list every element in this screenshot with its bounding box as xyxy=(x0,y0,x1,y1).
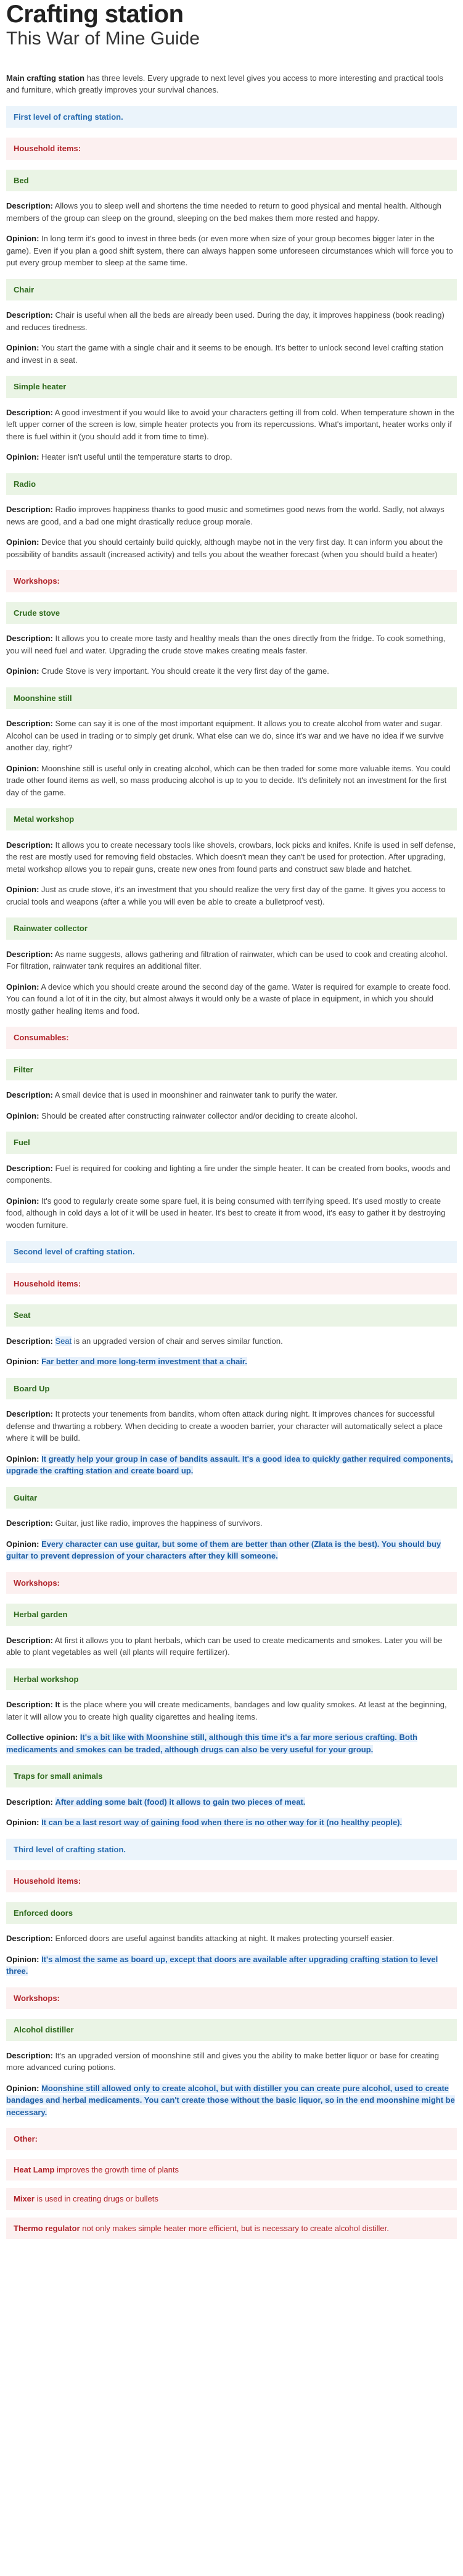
item-radio-heading: Radio xyxy=(6,473,457,495)
opinion-label: Opinion: xyxy=(6,234,39,243)
rainwater-description xyxy=(6,948,457,972)
doors-description-text: Enforced doors are useful against bandits attacking at night. It makes protecting yourself easier. xyxy=(52,1934,395,1943)
description-label: Description: xyxy=(6,1700,53,1709)
moonshine-description-text: Some can say it is one of the most important equipment. It allows you to create alcohol from water and sugar. Alcohol can be used in trading or to simply get drunk. What else can we do, since it's war and we have no idea if we survive another day, right? xyxy=(6,719,444,752)
stove-description-text: It allows you to create more tasty and healthy meals than the ones directly from the fridge. To cook something, you will need fuel and water. Upgrading the crude stove makes creating meals faster. xyxy=(6,634,446,655)
description-label: Description: xyxy=(6,1518,53,1528)
filter-opinion-text: Should be created after constructing rainwater collector and/or deciding to create alcohol. xyxy=(39,1111,358,1120)
level3-workshops-heading: Workshops: xyxy=(6,1987,457,2010)
item-bed-heading: Bed xyxy=(6,170,457,192)
opinion-label: Opinion: xyxy=(6,1111,39,1120)
item-traps-heading: Traps for small animals xyxy=(6,1765,457,1787)
filter-description xyxy=(6,1089,457,1101)
description-label: Description: xyxy=(6,719,53,728)
seat-description xyxy=(6,1335,457,1348)
heater-description-text: A good investment if you would like to avoid your characters getting ill from cold. When temperature shown in the left upper corner of the screen is low, simple heater protects you from its repercussions. What's important, heater works only if there is fuel within it (you should add it from time to time). xyxy=(6,407,454,441)
other-thermo xyxy=(6,2218,457,2240)
thermo-lead: Thermo regulator xyxy=(14,2223,80,2233)
moonshine-opinion-text: Moonshine still is useful only in creating alcohol, which can be then traded for some more valuable items. You could trade other found items as well, so mass producing alcohol is up to you to decide. It's definitely not an investment for the first day of the game. xyxy=(6,763,451,797)
opinion-label: Opinion: xyxy=(6,537,39,547)
description-label: Description: xyxy=(6,2050,53,2060)
heater-opinion xyxy=(6,451,457,463)
item-rainwater-heading: Rainwater collector xyxy=(6,917,457,940)
description-label: Description: xyxy=(6,201,53,210)
item-stove-heading: Crude stove xyxy=(6,602,457,624)
description-label: Description: xyxy=(6,310,53,320)
other-heatlamp xyxy=(6,2159,457,2181)
item-boardup-heading: Board Up xyxy=(6,1378,457,1400)
traps-opinion-text: It can be a last resort way of gaining food when there is no other way for it (no healthy people). xyxy=(41,1818,403,1827)
description-label: Description: xyxy=(6,1635,53,1645)
herbal-opinion-text: It's a bit like with Moonshine still, although this time it's a far more serious crafting. Both medicaments and smokes can be traded, although drugs can also be very useful for your group. xyxy=(6,1733,418,1754)
metal-description xyxy=(6,839,457,876)
moonshine-description xyxy=(6,718,457,754)
description-label: Description: xyxy=(6,505,53,514)
description-label: Description: xyxy=(6,1336,53,1346)
heater-description xyxy=(6,407,457,443)
seat-opinion xyxy=(6,1356,457,1368)
bed-description-text: Allows you to sleep well and shortens the time needed to return to good physical and mental health. Although members of the group can sleep on the ground, sleeping on the bed makes them more rested and happy. xyxy=(6,201,442,223)
opinion-label: Opinion: xyxy=(6,982,39,992)
doors-opinion-text: It's almost the same as board up, except that doors are available after upgrading crafting station to level three. xyxy=(6,1954,438,1976)
boardup-description-text: It protects your tenements from bandits, whom often attack during night. It improves chances for successful defense and thwarting a robbery. When deciding to create a wooden barrier, your character will automatically select a place where it will be build. xyxy=(6,1409,443,1443)
item-seat-heading: Seat xyxy=(6,1304,457,1327)
herbal-description xyxy=(6,1699,457,1723)
item-filter-heading: Filter xyxy=(6,1059,457,1081)
opinion-label: Opinion: xyxy=(6,885,39,894)
fuel-opinion xyxy=(6,1195,457,1232)
mixer-rest: is used in creating drugs or bullets xyxy=(34,2194,158,2203)
boardup-opinion xyxy=(6,1453,457,1477)
mixer-lead: Mixer xyxy=(14,2194,35,2203)
traps-opinion xyxy=(6,1816,457,1829)
opinion-label: Opinion: xyxy=(6,1954,39,1964)
description-label: Description: xyxy=(6,840,53,850)
guitar-opinion xyxy=(6,1538,457,1562)
seat-opinion-text: Far better and more long-term investment that a chair. xyxy=(41,1357,247,1366)
level2-workshops-heading: Workshops: xyxy=(6,1572,457,1594)
herbal-description-text: is the place where you will create medicaments, bandages and low quality smokes. At least at the beginning, later it will allow you to create high quality cigarettes and healing items. xyxy=(6,1700,447,1721)
collective-opinion-label: Collective opinion: xyxy=(6,1733,78,1742)
description-label: Description: xyxy=(6,1163,53,1173)
item-doors-heading: Enforced doors xyxy=(6,1902,457,1924)
description-label: Description: xyxy=(6,1797,53,1807)
heatlamp-lead: Heat Lamp xyxy=(14,2164,55,2174)
rainwater-description-text: As name suggests, allows gathering and filtration of rainwater, which can be used to cook and creating alcohol. For filtration, rainwater tank requires an additional filter. xyxy=(6,949,448,971)
item-moonshine-heading: Moonshine still xyxy=(6,687,457,710)
opinion-label: Opinion: xyxy=(6,763,39,773)
chair-opinion-text: You start the game with a single chair and it seems to be enough. It's better to unlock second level crafting station and invest in a seat. xyxy=(6,343,444,365)
intro-lead: Main crafting station xyxy=(6,73,85,83)
distiller-opinion-text: Moonshine still allowed only to create alcohol, but with distiller you can create pure alcohol, used to create bandages and herbal medicaments. You can't create those without the basic liquor, so in the end moonshine might be necessary. xyxy=(6,2083,455,2117)
item-chair-heading: Chair xyxy=(6,279,457,301)
herbal-it-word: It xyxy=(52,1700,60,1709)
item-heater-heading: Simple heater xyxy=(6,376,457,398)
metal-description-text: It allows you to create necessary tools like shovels, crowbars, lock picks and knifes. Knife is used in self defense, the rest are mostly used for removing field obstacles. Which doesn't mean they can't be used for protection. After upgrading, metal workshop allows you to repair guns, create new ones from found parts and construct saw blade and hatchet. xyxy=(6,840,456,874)
level2-household-heading: Household items: xyxy=(6,1273,457,1295)
opinion-label: Opinion: xyxy=(6,2083,39,2093)
filter-description-text: A small device that is used in moonshiner and rainwater tank to purify the water. xyxy=(52,1090,338,1100)
description-label: Description: xyxy=(6,1934,53,1943)
item-garden-heading: Herbal garden xyxy=(6,1604,457,1626)
metal-opinion xyxy=(6,884,457,908)
distiller-opinion xyxy=(6,2082,457,2119)
page-subtitle: This War of Mine Guide xyxy=(6,28,200,49)
rainwater-opinion-text: A device which you should create around the second day of the game. Water is required for example to create food. You can found a lot of it in the city, but almost always it would only be a waste of place in equipment, in which you should mostly gather healing items and food. xyxy=(6,982,451,1016)
distiller-description xyxy=(6,2050,457,2074)
level1-workshops-heading: Workshops: xyxy=(6,570,457,592)
doors-opinion xyxy=(6,1953,457,1978)
opinion-label: Opinion: xyxy=(6,1357,39,1366)
level3-household-heading: Household items: xyxy=(6,1870,457,1892)
item-fuel-heading: Fuel xyxy=(6,1132,457,1154)
item-metal-heading: Metal workshop xyxy=(6,808,457,830)
stove-opinion-text: Crude Stove is very important. You should create it the very first day of the game. xyxy=(39,666,329,676)
opinion-label: Opinion: xyxy=(6,1196,39,1206)
level3-other-heading: Other: xyxy=(6,2128,457,2150)
moonshine-opinion xyxy=(6,763,457,799)
level3-heading: Third level of crafting station. xyxy=(6,1839,457,1861)
opinion-label: Opinion: xyxy=(6,666,39,676)
boardup-opinion-text: It greatly help your group in case of bandits assault. It's a good idea to quickly gather required components, upgrade the crafting station and create board up. xyxy=(6,1454,453,1475)
description-label: Description: xyxy=(6,407,53,417)
chair-description xyxy=(6,309,457,333)
other-mixer xyxy=(6,2188,457,2210)
fuel-description xyxy=(6,1162,457,1187)
opinion-label: Opinion: xyxy=(6,1818,39,1827)
stove-description xyxy=(6,632,457,656)
radio-opinion-text: Device that you should certainly build quickly, although maybe not in the very first day. It can inform you about the possibility of bandits assault (increased activity) and tells you about the weather forecast (when you should build a heater) xyxy=(6,537,443,559)
traps-description xyxy=(6,1796,457,1808)
description-label: Description: xyxy=(6,949,53,959)
boardup-description xyxy=(6,1408,457,1444)
guitar-description xyxy=(6,1517,457,1530)
guitar-description-text: Guitar, just like radio, improves the happiness of survivors. xyxy=(52,1518,263,1528)
item-distiller-heading: Alcohol distiller xyxy=(6,2019,457,2041)
fuel-opinion-text: It's good to regularly create some spare fuel, it is being consumed with terrifying speed. It's used mostly to create food, although in cold days a lot of it will be used in heater. It's best to create it from wood, it's easy to gather it by destroying wooden furniture. xyxy=(6,1196,446,1230)
intro-text: has three levels. Every upgrade to next level gives you access to more interesting and practical tools and furniture, which greatly improves your survival chances. xyxy=(6,73,443,94)
description-label: Description: xyxy=(6,634,53,643)
description-label: Description: xyxy=(6,1409,53,1418)
garden-description-text: At first it allows you to plant herbals, which can be used to create medicaments and smokes. Later you will be able to plant vegetables as well (all plants will require fertilizer). xyxy=(6,1635,443,1657)
opinion-label: Opinion: xyxy=(6,452,39,462)
thermo-rest: not only makes simple heater more efficient, but is necessary to create alcohol distiller. xyxy=(80,2223,389,2233)
guitar-opinion-text: Every character can use guitar, but some of them are better than other (Zlata is the best). You should buy guitar to prevent depression of your characters after they kill someone. xyxy=(6,1539,441,1560)
bed-opinion xyxy=(6,233,457,269)
bed-description xyxy=(6,200,457,224)
stove-opinion xyxy=(6,665,457,677)
level1-heading: First level of crafting station. xyxy=(6,106,457,128)
metal-opinion-text: Just as crude stove, it's an investment that you should realize the very first day of the game. It gives you access to crucial tools and weapons (after a while you will even be able to create a bulletproof vest). xyxy=(6,885,446,906)
bed-opinion-text: In long term it's good to invest in three beds (or even more when size of your group becomes bigger later in the game). Even if you plan a good shift system, there can always happen some unforeseen circumstances which will force you to put every group member to sleep at the same time. xyxy=(6,234,453,267)
chair-description-text: Chair is useful when all the beds are already been used. During the day, it improves happiness (book reading) and reduces tiredness. xyxy=(6,310,445,332)
herbal-opinion xyxy=(6,1731,457,1755)
level1-household-heading: Household items: xyxy=(6,138,457,160)
radio-description-text: Radio improves happiness thanks to good music and sometimes good news from the world. Sadly, not always news are good, and a bad one might drastically reduce group morale. xyxy=(6,505,445,526)
opinion-label: Opinion: xyxy=(6,1539,39,1549)
chair-opinion xyxy=(6,342,457,366)
radio-opinion xyxy=(6,536,457,560)
item-herbal-heading: Herbal workshop xyxy=(6,1668,457,1691)
fuel-description-text: Fuel is required for cooking and lighting a fire under the simple heater. It can be created from books, woods and components. xyxy=(6,1163,451,1185)
description-label: Description: xyxy=(6,1090,53,1100)
radio-description xyxy=(6,503,457,528)
rainwater-opinion xyxy=(6,981,457,1017)
seat-description-text: is an upgraded version of chair and serves similar function. xyxy=(72,1336,283,1346)
page-header xyxy=(6,0,457,50)
distiller-description-text: It's an upgraded version of moonshine still and gives you the ability to make better liquor or base for creating more advanced curing potions. xyxy=(6,2050,439,2072)
traps-description-text: After adding some bait (food) it allows to gain two pieces of meat. xyxy=(55,1797,306,1807)
intro-paragraph xyxy=(6,72,457,96)
seat-highlight-word: Seat xyxy=(55,1336,72,1346)
doors-description xyxy=(6,1932,457,1945)
level2-heading: Second level of crafting station. xyxy=(6,1241,457,1263)
opinion-label: Opinion: xyxy=(6,1454,39,1464)
garden-description xyxy=(6,1634,457,1659)
level1-consumables-heading: Consumables: xyxy=(6,1027,457,1049)
opinion-label: Opinion: xyxy=(6,343,39,352)
page-title: Crafting station xyxy=(6,1,184,28)
filter-opinion xyxy=(6,1110,457,1122)
heater-opinion-text: Heater isn't useful until the temperature starts to drop. xyxy=(39,452,232,462)
item-guitar-heading: Guitar xyxy=(6,1487,457,1509)
heatlamp-rest: improves the growth time of plants xyxy=(54,2164,179,2174)
